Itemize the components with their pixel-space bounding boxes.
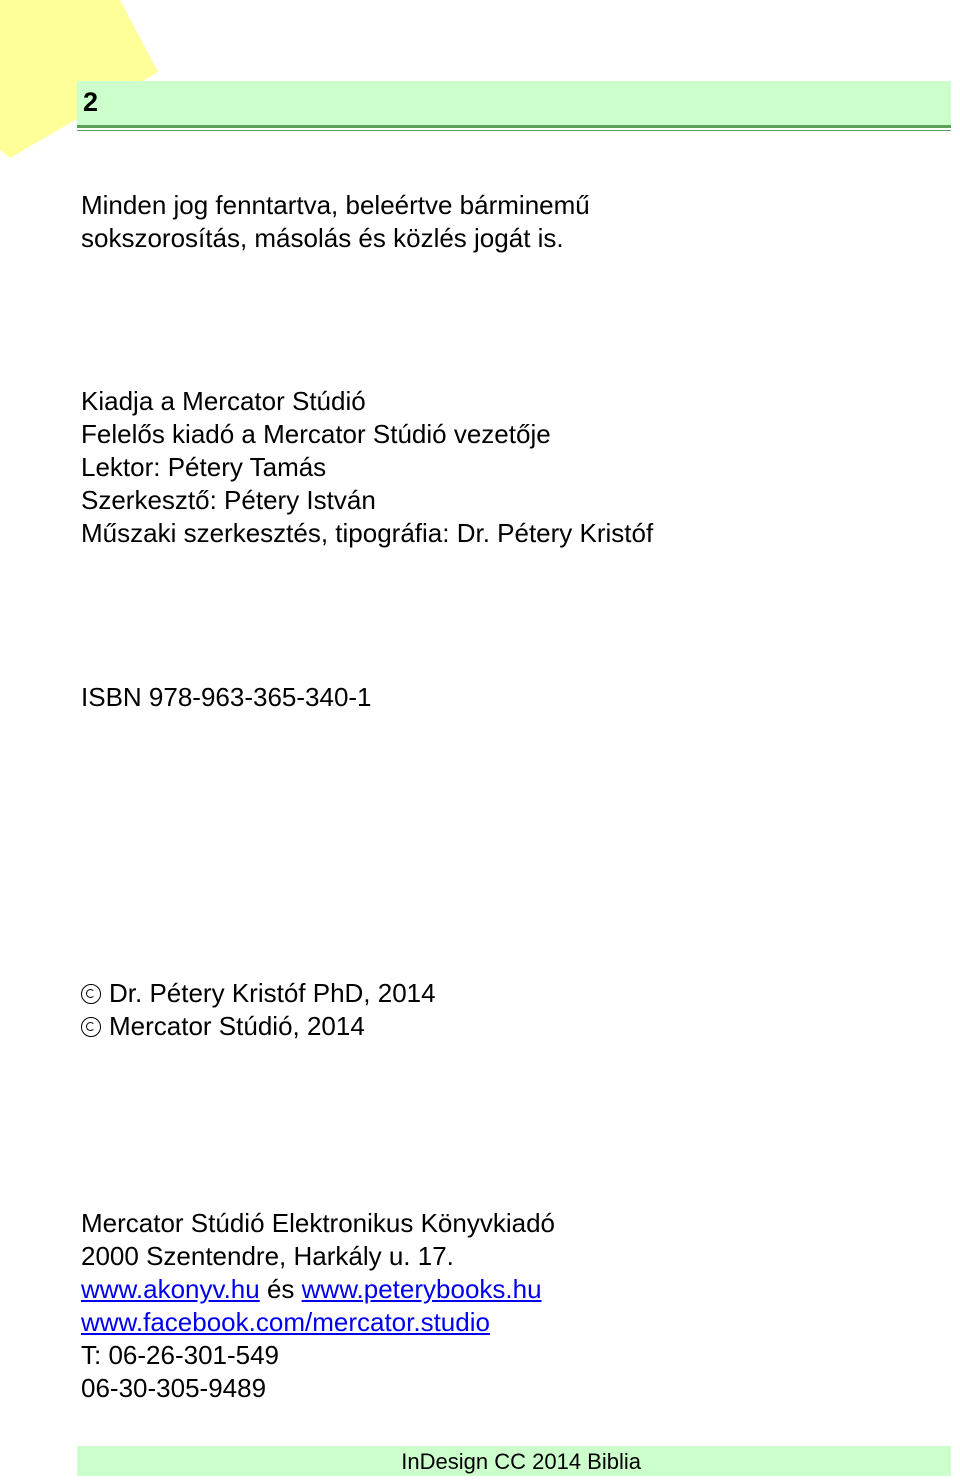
- rights-line: Minden jog fenntartva, beleértve bárminemű: [81, 190, 590, 220]
- publisher-name: Mercator Stúdió Elektronikus Könyvkiadó: [81, 1208, 556, 1238]
- credit-responsible: Felelős kiadó a Mercator Stúdió vezetője: [81, 419, 551, 449]
- footer-band: [77, 1446, 951, 1476]
- link-separator: és: [259, 1274, 302, 1304]
- peterybooks-link[interactable]: www.peterybooks.hu: [301, 1274, 542, 1304]
- akonyv-link[interactable]: www.akonyv.hu: [81, 1274, 260, 1304]
- copyright-text: Dr. Pétery Kristóf PhD, 2014: [109, 978, 436, 1008]
- facebook-link[interactable]: www.facebook.com/mercator.studio: [81, 1307, 490, 1337]
- copyright-line: [81, 1010, 436, 1043]
- credit-typography: Műszaki szerkesztés, tipográfia: Dr. Pétery Kristóf: [81, 518, 654, 548]
- publisher-phone: T: 06-26-301-549: [81, 1340, 280, 1370]
- copyright-block: [81, 977, 436, 1043]
- credits-block: [81, 385, 653, 550]
- page-number: 2: [83, 87, 99, 117]
- isbn: [81, 681, 372, 714]
- isbn-text: ISBN 978-963-365-340-1: [81, 682, 372, 712]
- header-band: [77, 81, 951, 125]
- header-rule-thin: [77, 130, 951, 131]
- rights-notice: [81, 189, 590, 255]
- credit-lector: Lektor: Pétery Tamás: [81, 452, 327, 482]
- copyright-line: [81, 977, 436, 1010]
- copyright-text: Mercator Stúdió, 2014: [109, 1011, 365, 1041]
- copyright-icon: [81, 1017, 101, 1037]
- publisher-websites: [81, 1273, 555, 1306]
- publisher-address: 2000 Szentendre, Harkály u. 17.: [81, 1241, 454, 1271]
- rights-line: sokszorosítás, másolás és közlés jogát is.: [81, 223, 564, 253]
- publisher-facebook: [81, 1306, 555, 1339]
- credit-publisher: Kiadja a Mercator Stúdió: [81, 386, 366, 416]
- copyright-icon: [81, 984, 101, 1004]
- credit-editor: Szerkesztő: Pétery István: [81, 485, 376, 515]
- footer-title: InDesign CC 2014 Biblia: [401, 1449, 641, 1474]
- header-rule: [77, 125, 951, 128]
- publisher-mobile: 06-30-305-9489: [81, 1373, 267, 1403]
- publisher-block: [81, 1207, 555, 1405]
